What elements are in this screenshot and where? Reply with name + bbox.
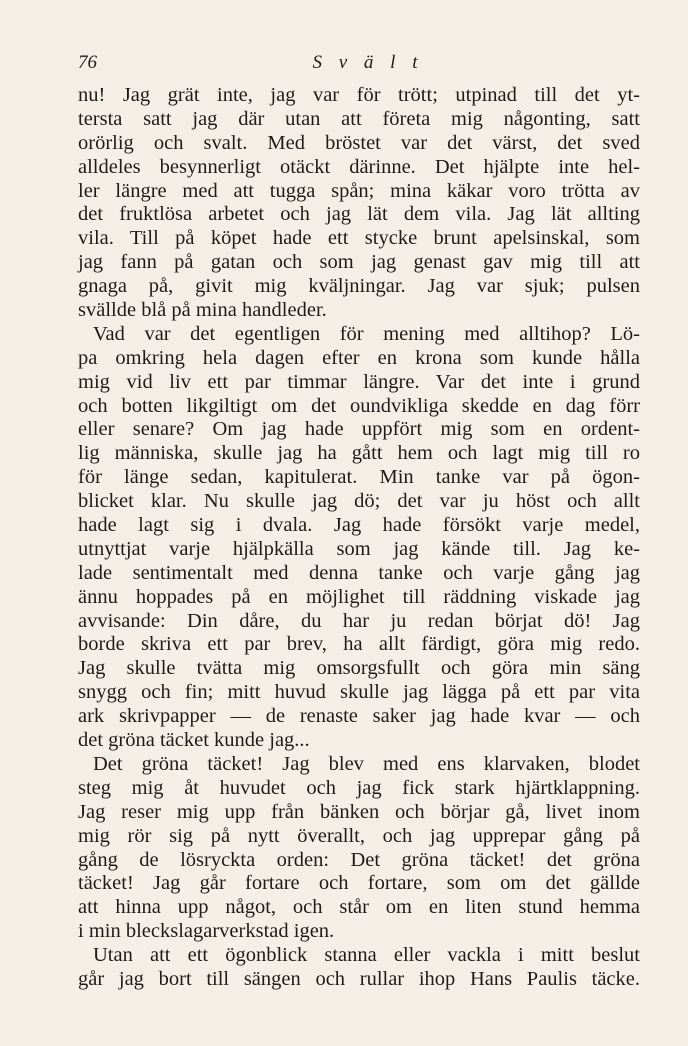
body-text <box>78 84 640 992</box>
text-line: Vad var det egentligen för mening med alltihop? Lö- <box>93 322 640 345</box>
text-line: utnyttjat varje hjälpkälla som jag kände till. Jag ke- <box>78 537 640 560</box>
text-line: hade lagt sig i dvala. Jag hade försökt varje medel, <box>78 514 640 537</box>
text-line: vila. Till på köpet hade ett stycke brunt apelsinskal, som <box>78 227 640 250</box>
text-line: för länge sedan, kapitulerat. Min tanke var på ögon- <box>78 466 640 489</box>
text-line: lade sentimentalt med denna tanke och varje gång jag <box>78 561 640 584</box>
paragraph <box>78 84 640 323</box>
running-head <box>78 52 638 78</box>
text-line: blicket klar. Nu skulle jag dö; det var ju höst och allt <box>78 490 640 513</box>
text-line: ler längre med att tugga spån; mina käkar voro trötta av <box>78 179 640 202</box>
text-line: snygg och fin; mitt huvud skulle jag lägga på ett par vita <box>78 681 640 704</box>
text-line: mig vid liv ett par timmar längre. Var det inte i grund <box>78 370 640 393</box>
text-line: och botten likgiltigt om det oundvikliga skedde en dag förr <box>78 394 640 417</box>
text-line: pa omkring hela dagen efter en krona som kunde hålla <box>78 346 640 369</box>
text-line: det fruktlösa arbetet och jag lät dem vila. Jag lät allting <box>78 203 640 226</box>
text-line: mig rör sig på nytt överallt, och jag upprepar gång på <box>78 824 640 847</box>
text-line: Utan att ett ögonblick stanna eller vackla i mitt beslut <box>93 944 640 967</box>
text-line: ännu hoppades på en möjlighet till räddning viskade jag <box>78 585 640 608</box>
paragraph <box>78 323 640 753</box>
text-line: tersta satt jag där utan att företa mig någonting, satt <box>78 107 640 130</box>
text-line: ark skrivpapper — de renaste saker jag hade kvar — och <box>78 705 640 728</box>
text-line: Jag skulle tvätta mig omsorgsfullt och göra min säng <box>78 657 640 680</box>
text-line: avvisande: Din dåre, du har ju redan börjat dö! Jag <box>78 609 640 632</box>
text-line: går jag bort till sängen och rullar ihop Hans Paulis täcke. <box>78 967 640 990</box>
text-line: svällde blå på mina handleder. <box>78 299 327 322</box>
text-line: gång de lösryckta orden: Det gröna täcket! det gröna <box>78 848 640 871</box>
text-line: det gröna täcket kunde jag... <box>78 729 310 752</box>
text-line: borde skriva ett par brev, ha allt färdigt, göra mig redo. <box>78 633 640 656</box>
text-line: jag fann på gatan och som jag genast gav mig till att <box>78 251 640 274</box>
text-line: Det gröna täcket! Jag blev med ens klarvaken, blodet <box>93 752 640 775</box>
text-line: täcket! Jag går fortare och fortare, som om det gällde <box>78 872 640 895</box>
text-line: gnaga på, givit mig kväljningar. Jag var sjuk; pulsen <box>78 275 640 298</box>
paragraph <box>78 753 640 944</box>
running-title: S v ä l t <box>312 52 424 73</box>
text-line: nu! Jag grät inte, jag var för trött; utpinad till det yt- <box>78 84 640 106</box>
text-line: lig människa, skulle jag ha gått hem och lagt mig till ro <box>78 442 640 465</box>
text-line: i min bleckslagarverkstad igen. <box>78 920 335 943</box>
text-line: orörlig och svalt. Med bröstet var det värst, det sved <box>78 131 640 154</box>
paragraph <box>78 944 640 992</box>
page-number: 76 <box>78 52 97 73</box>
text-line: Jag reser mig upp från bänken och börjar gå, livet inom <box>78 800 640 823</box>
text-line: steg mig åt huvudet och jag fick stark hjärtklappning. <box>78 776 640 799</box>
text-line: att hinna upp något, och står om en liten stund hemma <box>78 896 640 919</box>
text-line: alldeles besynnerligt otäckt därinne. Det hjälpte inte hel- <box>78 155 640 178</box>
text-line: eller senare? Om jag hade uppfört mig som en ordent- <box>78 418 640 441</box>
